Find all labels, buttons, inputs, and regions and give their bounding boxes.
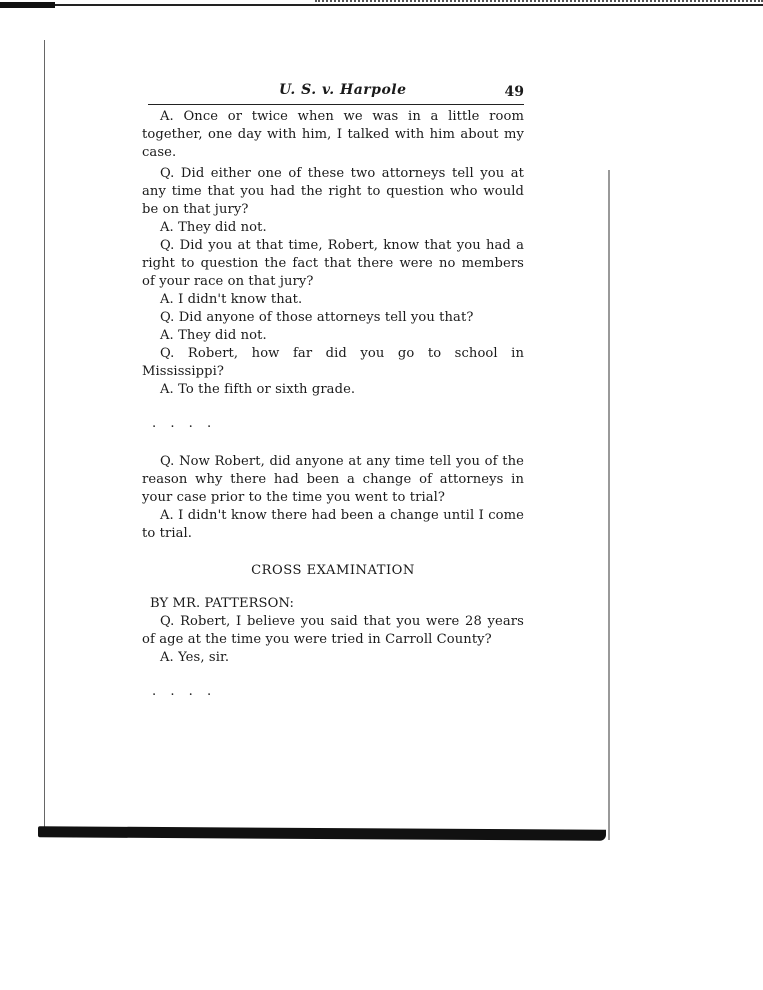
answer-paragraph: A. To the fifth or sixth grade. [160,382,356,397]
answer-paragraph: A. They did not. [160,220,267,235]
section-heading: CROSS EXAMINATION [251,563,415,578]
question-paragraph: Q. Did you at that time, Robert, know that you had a right to question the fact that there were no members of your race on that jury? [142,238,524,289]
answer-paragraph: A. I didn't know there had been a change until I come to trial. [142,508,524,541]
question-paragraph: Q. Robert, I believe you said that you were 28 years of age at the time you were tried in Carroll County? [142,614,524,647]
omission-ellipsis: . . . . [152,416,217,431]
running-title: U. S. v. Harpole [279,82,407,98]
scan-top-left-mark [0,2,55,8]
page-body [142,108,524,721]
scan-top-dotted-edge [315,0,763,6]
question-paragraph: Q. Did either one of these two attorneys tell you at any time that you had the right to question who would be on that jury? [142,166,524,217]
examiner-byline: BY MR. PATTERSON: [150,596,295,611]
omission-ellipsis: . . . . [152,684,217,699]
answer-paragraph: A. They did not. [160,328,267,343]
answer-paragraph: A. Once or twice when we was in a little room together, one day with him, I talked with him about my case. [142,109,524,160]
page-left-edge [44,40,45,835]
question-paragraph: Q. Did anyone of those attorneys tell you that? [160,310,474,325]
answer-paragraph: A. I didn't know that. [160,292,303,307]
answer-paragraph: A. Yes, sir. [160,650,230,665]
question-paragraph: Q. Now Robert, did anyone at any time tell you of the reason why there had been a change of attorneys in your case prior to the time you went to trial? [142,454,524,505]
page-bottom-shadow-bar [38,826,606,840]
page-header [148,82,524,105]
question-paragraph: Q. Robert, how far did you go to school in Mississippi? [142,346,524,379]
page-right-edge [608,170,610,840]
page-number: 49 [504,84,524,100]
